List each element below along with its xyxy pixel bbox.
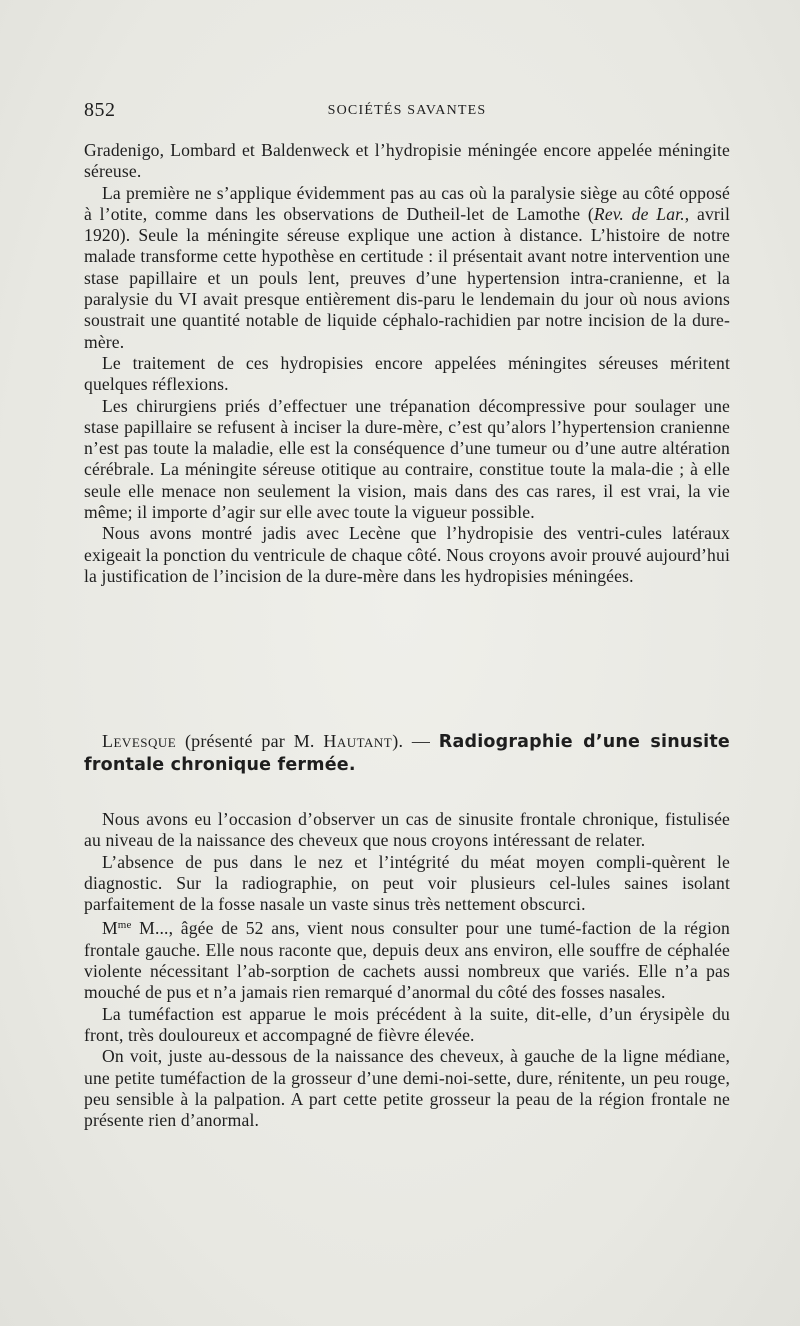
paragraph xyxy=(84,915,730,1003)
page-number: 852 xyxy=(84,99,116,121)
paragraph-text: , avril 1920). Seule la méningite séreuse explique une action à distance. L’histoire de notre malade transforme cette hypothèse en certitude : il présentait avant notre intervention une stase papillaire et un pouls lent, preuves d’une hypertension intra-cranienne, et la paralysie du VI avait presque entièrement dis-paru le lendemain du jour où nous avions soustrait une quantité notable de liquide céphalo-rachidien par notre incision de la dure-mère. xyxy=(84,203,731,352)
communication-title: Radiographie d’une sinusite frontale chronique fermée. xyxy=(84,732,730,775)
superscript: me xyxy=(117,919,132,932)
paragraph xyxy=(84,183,730,353)
paragraph: On voit, juste au-dessous de la naissance des cheveux, à gauche de la ligne médiane, une petite tuméfaction de la grosseur d’une demi-noi-sette, dure, rénitente, un peu rouge, peu sensible à la palpation. A part cette petite grosseur la peau de la région frontale ne présente rien d’anormal. xyxy=(84,1046,730,1131)
paragraph-text: M..., âgée de 52 ans, vient nous consulter pour une tumé-faction de la région frontale gauche. Elle nous raconte que, depuis deux ans environ, elle souffre de céphalée violente nécessitant l’ab-sorption de cachets aussi nombreux que variés. Elle n’a pas mouché de pus et n’a jamais rien remarqué d’anormal du côté des fosses nasales. xyxy=(84,918,730,1003)
heading-dash: ). — xyxy=(392,731,431,751)
paragraph: Nous avons montré jadis avec Lecène que l’hydropisie des ventri-cules latéraux exigeait la ponction du ventricule de chaque côté. Nous croyons avoir prouvé aujourd’hui la justification de l’incision de la dure-mère dans les hydropisies méningées. xyxy=(84,523,730,586)
article-continuation xyxy=(84,140,730,587)
journal-citation: Rev. de Lar. xyxy=(593,203,685,224)
paragraph: Nous avons eu l’occasion d’observer un cas de sinusite frontale chronique, fistulisée au niveau de la naissance des cheveux que nous croyons intéressant de relater. xyxy=(84,809,730,851)
author-name: Levesque xyxy=(102,731,177,751)
paragraph: Le traitement de ces hydropisies encore appelées méningites séreuses méritent quelques réflexions. xyxy=(84,352,730,395)
paragraph-text: M xyxy=(102,918,118,939)
running-title: SOCIÉTÉS SAVANTES xyxy=(327,103,487,118)
paragraph: La tuméfaction est apparue le mois précédent à la suite, dit-elle, d’un érysipèle du front, très douloureux et accompagné de fièvre élevée. xyxy=(84,1003,730,1045)
presenter-name: Hautant xyxy=(323,731,393,751)
presented-by: (présenté par M. xyxy=(184,731,315,751)
communication-body xyxy=(84,809,730,1131)
communication-heading xyxy=(84,730,730,776)
paragraph: Les chirurgiens priés d’effectuer une trépanation décompressive pour soulager une stase papillaire se refusent à inciser la dure-mère, c’est qu’alors l’hypertension cranienne n’est pas toute la maladie, elle est la conséquence d’une tumeur ou d’une autre altération cérébrale. La méningite séreuse otitique au contraire, constitue toute la mala-die ; à elle seule elle menace non seulement la vision, mais dans des cas rares, il est vrai, la vie même; il importe d’agir sur elle avec toute la vigueur possible. xyxy=(84,395,730,523)
running-header xyxy=(84,99,730,123)
paragraph: L’absence de pus dans le nez et l’intégrité du méat moyen compli-quèrent le diagnostic. Sur la radiographie, on peut voir plusieurs cel-lules saines isolant parfaitement de la fosse nasale un vaste sinus très nettement obscurci. xyxy=(84,851,730,915)
paragraph-text: La première ne s’applique évidemment pas au cas où la paralysie siège au côté opposé à l’otite, comme dans les observations de Dutheil-let de Lamothe ( xyxy=(84,182,730,224)
communication-section xyxy=(84,730,730,1131)
paragraph: Gradenigo, Lombard et Baldenweck et l’hydropisie méningée encore appelée méningite séreuse. xyxy=(84,140,730,182)
